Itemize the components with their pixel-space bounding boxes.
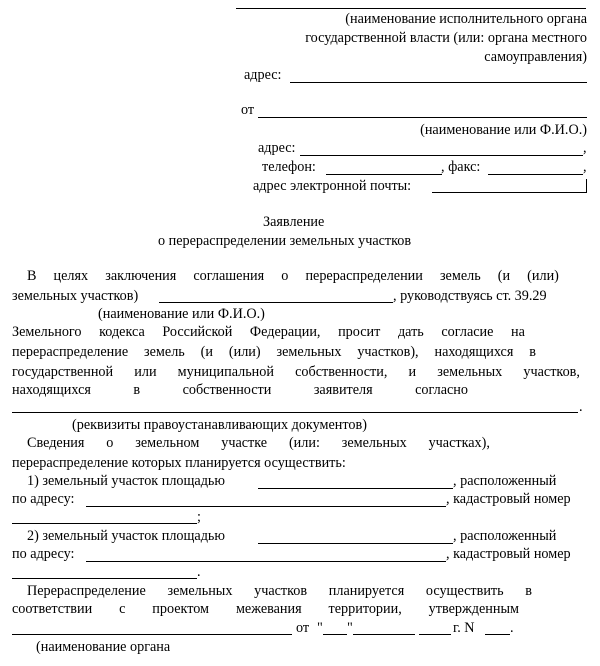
word: целях (53, 268, 89, 284)
ownership-line (12, 365, 580, 379)
fax-comma: , (583, 159, 587, 175)
word: (или) (228, 344, 261, 360)
word: земельных (167, 583, 233, 599)
word: собственности (182, 382, 272, 398)
applicant-address-label: адрес: (258, 140, 296, 156)
word: дать (397, 324, 424, 340)
word: Федерации, (249, 324, 321, 340)
paragraph1-caption: (наименование или Ф.И.О.) (98, 306, 265, 322)
word: (или: (288, 435, 320, 451)
decision-number-period: . (510, 620, 514, 636)
word: в (525, 583, 532, 599)
word: заключения (105, 268, 177, 284)
word: Земельного (12, 324, 82, 340)
word: просит (338, 324, 381, 340)
plot2-period: . (197, 564, 201, 580)
paragraph1-line2-start: земельных участков) (12, 288, 139, 304)
approving-org-line[interactable] (12, 634, 292, 635)
word: земель (144, 344, 185, 360)
title-line1: Заявление (263, 214, 325, 230)
paragraph1-line1 (27, 269, 559, 283)
email-box-edge (586, 179, 587, 193)
title-line2: о перераспределении земельных участков (158, 233, 412, 249)
word: в (529, 344, 536, 360)
documents-line[interactable] (12, 412, 578, 413)
fax-line[interactable] (488, 174, 583, 175)
org-address-label: адрес: (244, 67, 282, 83)
plot1-cadastral: , кадастровый номер (446, 491, 571, 507)
plot1-area-line[interactable] (258, 488, 453, 489)
plot2-address-line[interactable] (86, 561, 446, 562)
fax-label: , факс: (441, 159, 481, 175)
phone-label: телефон: (262, 159, 316, 175)
date-from-label: от (296, 620, 310, 636)
date-open-quote: " (317, 620, 323, 636)
word: земель (439, 268, 481, 284)
plot1-cadastral-line[interactable] (12, 523, 197, 524)
word: Перераспределение (27, 583, 146, 599)
email-line[interactable] (432, 192, 587, 193)
org-caption-line3: самоуправления) (484, 49, 587, 65)
documents-caption: (реквизиты правоустанавливающих документов) (72, 417, 367, 433)
word: межевания (235, 601, 302, 617)
word: территории, (328, 601, 402, 617)
plot1-address-line[interactable] (86, 506, 446, 507)
applicant-reference-line[interactable] (159, 302, 393, 303)
word: В (27, 268, 37, 284)
word: и (408, 364, 417, 380)
plot1-label: 1) земельный участок площадью (27, 473, 226, 489)
org-caption-line2: государственной власти (или: органа местного (305, 30, 587, 46)
plot1-address-label: по адресу: (12, 491, 75, 507)
word: земельных (437, 364, 503, 380)
word: (и (200, 344, 213, 360)
applicant-address-line[interactable] (300, 155, 583, 156)
word: участков (254, 583, 308, 599)
word: земельных (341, 435, 407, 451)
org-address-line[interactable] (290, 82, 587, 83)
plot2-cadastral: , кадастровый номер (446, 546, 571, 562)
org-caption-line1: (наименование исполнительного органа (345, 11, 587, 27)
plot2-address-label: по адресу: (12, 546, 75, 562)
word: перераспределение (12, 344, 129, 360)
date-year-suffix: г. N (453, 620, 475, 636)
word: или (134, 364, 157, 380)
decision-number-line[interactable] (485, 634, 510, 635)
word: согласно (415, 382, 468, 398)
word: находящихся (12, 382, 91, 398)
word: проектом (152, 601, 210, 617)
word: участков, (523, 364, 580, 380)
accordance-line (12, 602, 519, 616)
word: кодекса (99, 324, 145, 340)
word: государственной (12, 364, 114, 380)
word: в (133, 382, 141, 398)
applicant-address-comma: , (583, 140, 587, 156)
word: планируется (328, 583, 405, 599)
plots-info-line2: перераспределение которых планируется осуществить: (12, 455, 346, 471)
date-close-quote: " (347, 620, 353, 636)
word: согласие (441, 324, 494, 340)
word: (и (497, 268, 511, 284)
from-label: от (241, 102, 255, 118)
word: с (119, 601, 126, 617)
word: соглашения (193, 268, 265, 284)
word: утвержденным (428, 601, 519, 617)
located-line (12, 383, 468, 397)
plan-line (27, 584, 532, 598)
word: заявителя (313, 382, 373, 398)
plot2-area-line[interactable] (258, 543, 453, 544)
word: осуществить (425, 583, 504, 599)
word: участках), (428, 435, 490, 451)
approving-org-caption: (наименование органа (36, 639, 171, 655)
plot2-label: 2) земельный участок площадью (27, 528, 226, 544)
word: Сведения (27, 435, 85, 451)
plot2-located: , расположенный (453, 528, 557, 544)
word: земельном (135, 435, 200, 451)
date-month-line[interactable] (353, 634, 415, 635)
word: собственности, (295, 364, 388, 380)
plot1-semicolon: ; (197, 509, 201, 525)
word: муниципальной (177, 364, 274, 380)
applicant-name-line[interactable] (258, 117, 587, 118)
word: о (106, 435, 114, 451)
word: соответствии (12, 601, 93, 617)
redistribution-line (12, 345, 536, 359)
date-day-line[interactable] (323, 634, 347, 635)
plot1-located: , расположенный (453, 473, 557, 489)
plot2-cadastral-line[interactable] (12, 578, 197, 579)
word: Российской (162, 324, 233, 340)
email-label: адрес электронной почты: (253, 178, 412, 194)
paragraph1-line2-end: , руководствуясь ст. 39.29 (393, 288, 547, 304)
land-code-line (12, 325, 525, 339)
word: находящихся (434, 344, 514, 360)
word: на (511, 324, 525, 340)
word: перераспределении (305, 268, 423, 284)
org-name-line[interactable] (236, 8, 586, 9)
word: земельных (276, 344, 342, 360)
date-year-line[interactable] (419, 634, 451, 635)
word: (или) (527, 268, 559, 284)
word: участке (221, 435, 268, 451)
applicant-name-caption: (наименование или Ф.И.О.) (420, 122, 587, 138)
word: участков), (357, 344, 419, 360)
documents-period: . (579, 399, 583, 415)
word: о (281, 268, 289, 284)
plots-info-line (27, 436, 490, 450)
phone-line[interactable] (326, 174, 442, 175)
